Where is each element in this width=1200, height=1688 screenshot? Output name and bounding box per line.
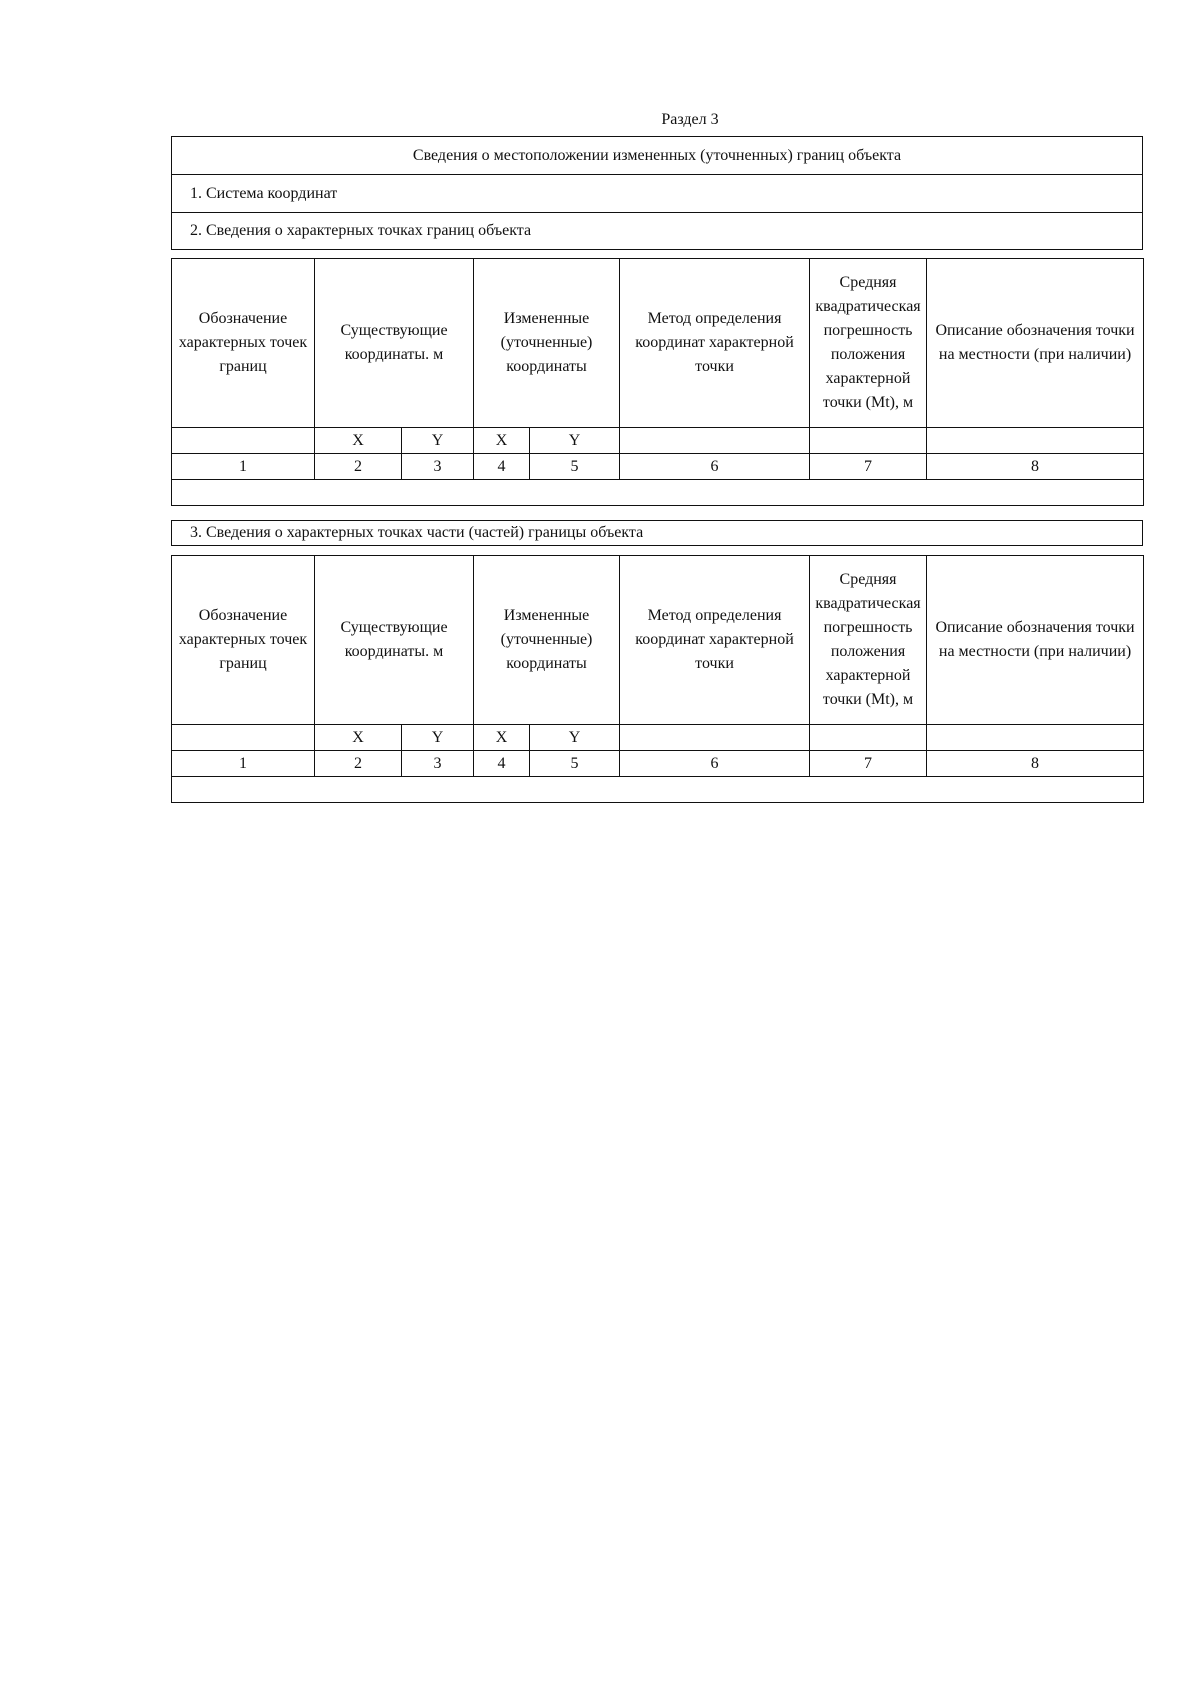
column-number: 8 [927,751,1144,777]
table-cell [172,480,1144,506]
column-number: 8 [927,454,1144,480]
table-cell [620,428,810,454]
table-cell [172,777,1144,803]
column-number: 2 [315,454,402,480]
column-number: 3 [402,454,474,480]
col-header-changed-coordinates: Измененные (уточненные) координаты [474,259,620,428]
part-boundary-points-table [171,555,1144,803]
boundaries-heading: Сведения о местоположении измененных (уточненных) границ объекта [172,137,1142,175]
column-number: 3 [402,751,474,777]
column-number: 1 [172,751,315,777]
table-cell [172,428,315,454]
column-number: 4 [474,454,530,480]
col-header-existing-coordinates: Существующие координаты. м [315,259,474,428]
info-box-part-boundaries [171,520,1143,546]
x-label: X [474,725,530,751]
column-number: 1 [172,454,315,480]
col-header-method: Метод определения координат характерной точки [620,259,810,428]
col-header-point-designation: Обозначение характерных точек границ [172,259,315,428]
info-box-boundaries [171,136,1143,250]
table-cell [927,428,1144,454]
x-label: X [315,428,402,454]
column-number: 5 [530,751,620,777]
table-empty-row [172,777,1144,803]
table-number-row [172,751,1144,777]
x-label: X [474,428,530,454]
y-label: Y [530,725,620,751]
column-number: 7 [810,751,927,777]
y-label: Y [402,725,474,751]
y-label: Y [530,428,620,454]
col-header-mean-error: Средняя квадратическая погрешность положения характерной точки (Mt), м [810,556,927,725]
col-header-point-designation: Обозначение характерных точек границ [172,556,315,725]
table-cell [810,725,927,751]
col-header-changed-coordinates: Измененные (уточненные) координаты [474,556,620,725]
col-header-existing-coordinates: Существующие координаты. м [315,556,474,725]
x-label: X [315,725,402,751]
boundary-points-label: 2. Сведения о характерных точках границ объекта [190,222,532,239]
table-cell [620,725,810,751]
part-boundary-points-label: 3. Сведения о характерных точках части (частей) границы объекта [190,524,644,541]
col-header-description: Описание обозначения точки на местности (при наличии) [927,556,1144,725]
boundary-points-table [171,258,1144,506]
y-label: Y [402,428,474,454]
col-header-description: Описание обозначения точки на местности (при наличии) [927,259,1144,428]
column-number: 6 [620,751,810,777]
table-empty-row [172,480,1144,506]
column-number: 6 [620,454,810,480]
table-cell [810,428,927,454]
table-cell [927,725,1144,751]
column-number: 2 [315,751,402,777]
table-header-row [172,259,1144,428]
table-xy-row [172,725,1144,751]
table-header-row [172,556,1144,725]
column-number: 5 [530,454,620,480]
table-xy-row [172,428,1144,454]
column-number: 4 [474,751,530,777]
coordinate-system-label: 1. Система координат [172,175,1142,213]
table-cell [172,725,315,751]
col-header-mean-error: Средняя квадратическая погрешность положения характерной точки (Mt), м [810,259,927,428]
table-number-row [172,454,1144,480]
col-header-method: Метод определения координат характерной точки [620,556,810,725]
column-number: 7 [810,454,927,480]
section-title: Раздел 3 [661,111,719,128]
